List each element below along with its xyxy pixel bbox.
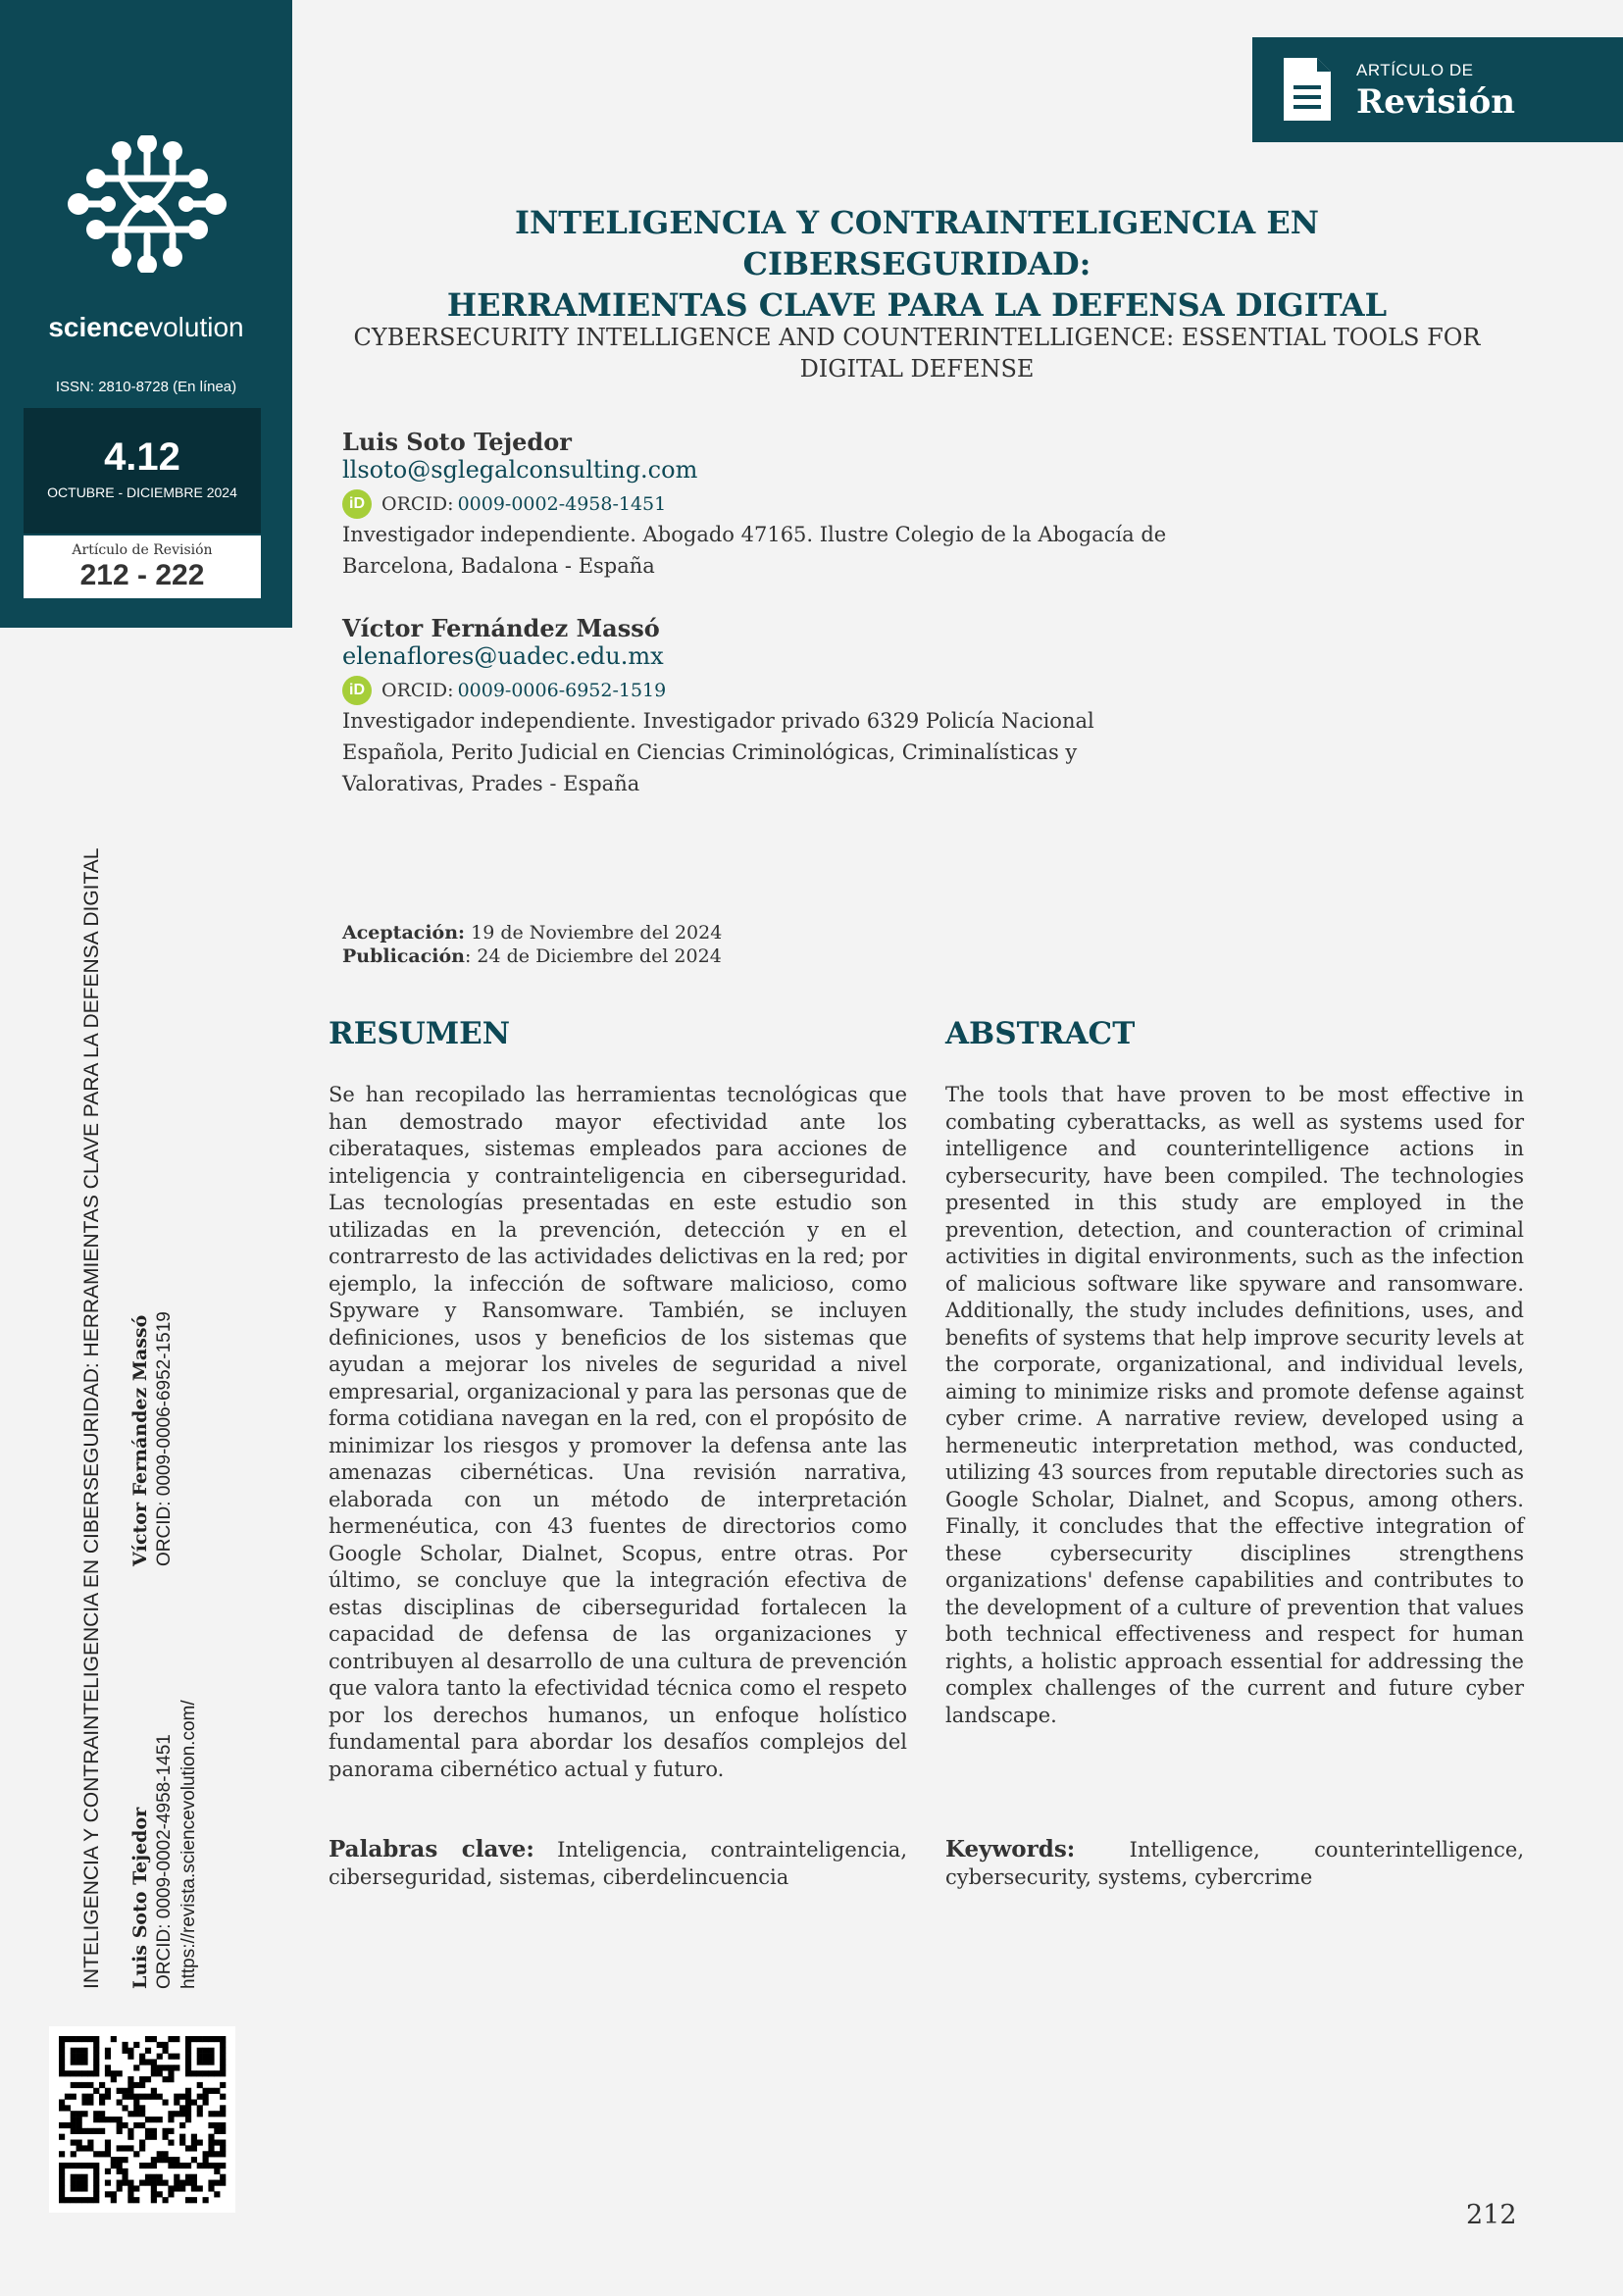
orcid-icon: iD [342,489,372,519]
pages-box [24,536,261,598]
author-email[interactable]: elenaflores@uadec.edu.mx [342,642,664,670]
page-number: 212 [1466,2200,1517,2230]
orcid-line [342,676,1205,705]
orcid-link[interactable]: 0009-0002-4958-1451 [457,493,667,515]
issue-box [24,408,261,534]
title-line-2: HERRAMIENTAS CLAVE PARA LA DEFENSA DIGITAL [446,286,1388,324]
affil-line: Valorativas, Prades - España [342,772,640,795]
orcid-line [342,489,1205,519]
author2-vertical: Víctor Fernández Massó [129,1314,151,1566]
resumen-section [329,1016,907,1889]
affil-line: Investigador independiente. Investigador privado 6329 Policía Nacional [342,709,1094,733]
running-title-vertical: INTELIGENCIA Y CONTRAINTELIGENCIA EN CIBERSEGURIDAD: HERRAMIENTAS CLAVE PARA LA DEFENSA DIGITAL [80,847,103,1989]
brand-rest: volution [149,312,244,342]
author1-vertical: Luis Soto Tejedor [129,1807,151,1989]
keywords-label: Keywords: [945,1836,1076,1862]
author-email[interactable]: llsoto@sglegalconsulting.com [342,456,698,484]
author2-orcid-vertical: ORCID: 0009-0006-6952-1519 [154,1311,175,1566]
palabras-clave [329,1836,907,1891]
publication-value: : 24 de Diciembre del 2024 [464,945,722,967]
orcid-label: ORCID: [381,680,454,701]
orcid-label: ORCID: [381,493,454,515]
subtitle-line-2: DIGITAL DEFENSE [799,355,1035,383]
article-type-label: Artículo de Revisión [72,542,213,558]
orcid-icon: iD [342,676,372,705]
abstract-section [945,1016,1524,1889]
acceptance-value: 19 de Noviembre del 2024 [471,922,723,944]
network-logo-icon [0,135,292,273]
keywords-label: Palabras clave: [329,1836,534,1862]
article-title [338,202,1496,326]
keywords [945,1836,1524,1891]
badge-small-label: ARTÍCULO DE [1356,61,1474,79]
keywords-text: Inteligencia, contrainteligencia, ciberseguridad, sistemas, ciberdelincuencia [329,1838,907,1889]
title-line-1: INTELIGENCIA Y CONTRAINTELIGENCIA EN CIBERSEGURIDAD: [515,204,1319,282]
qr-code [49,2026,235,2213]
orcid-link[interactable]: 0009-0006-6952-1519 [457,680,667,701]
author-name: Víctor Fernández Massó [342,614,660,642]
author1-orcid-vertical: ORCID: 0009-0002-4958-1451 [154,1734,175,1989]
author-block [342,614,1205,799]
author-name: Luis Soto Tejedor [342,428,572,456]
article-subtitle [338,322,1496,384]
author-affiliation [342,519,1205,582]
affil-line: Española, Perito Judicial en Ciencias Criminológicas, Criminalísticas y [342,740,1078,764]
issn: ISSN: 2810-8728 (En línea) [55,379,237,395]
issue-period: OCTUBRE - DICIEMBRE 2024 [47,485,237,500]
article-dates [342,921,722,968]
publication-date [342,944,722,968]
publication-label: Publicación [342,945,465,967]
resumen-text: Se han recopilado las herramientas tecnológicas que han demostrado mayor efectividad ante los ciberataques, sistemas empleados para acciones de inteligencia y contrainteligencia en ciberseguridad. Las tecnologías presentadas en este estudio son utilizadas en la prevención, detección y en el contrarresto de las actividades delictivas en la red; por ejemplo, la infección de software malicioso, como Spyware y Ransomware. También, se incluyen definiciones, usos y beneficios de los sistemas que ayudan a mejorar los niveles de seguridad a nivel empresarial, organizacional y para las personas que de forma cotidiana navegan en la red, con el propósito de minimizar los riesgos y promover la defensa ante las amenazas cibernéticas. Una revisión narrativa, elaborada con un método de interpretación hermenéutica, con 43 fuentes de directorios como Google Scholar, Dialnet, Scopus, entre otras. Por último, se concluye que la integración efectiva de estas disciplinas de ciberseguridad fortalecen la capacidad de defensa de las organizaciones y contribuyen al desarrollo de una cultura de prevención que valora tanto la efectividad técnica como el respeto por los derechos humanos, un enfoque holístico fundamental para abordar los desafíos complejos del panorama cibernético actual y futuro. [329,1083,907,1781]
journal-logo [0,135,292,273]
affil-line: Barcelona, Badalona - España [342,554,655,578]
journal-brand [0,312,292,343]
brand-bold: science [48,312,150,342]
journal-sidebar [0,0,292,628]
affil-line: Investigador independiente. Abogado 47165. Ilustre Colegio de la Abogacía de [342,523,1167,546]
document-icon [1280,54,1335,125]
issue-number: 4.12 [104,435,180,479]
acceptance-date [342,921,722,944]
keywords-text: Intelligence, counterintelligence, cybersecurity, systems, cybercrime [945,1838,1524,1889]
abstract-text: The tools that have proven to be most effective in combating cyberattacks, as well as systems used for intelligence and counterintelligence actions in cybersecurity, have been compiled. The technologies presented in this study are employed in the prevention, detection, and counteraction of criminal activities in digital environments, such as the infection of malicious software like spyware and ransomware. Additionally, the study includes definitions, uses, and benefits of systems that help improve security levels at the corporate, organizational, and individual levels, aiming to minimize risks and promote defense against cyber crime. A narrative review, developed using a hermeneutic interpretation method, was conducted, utilizing 43 sources from reputable directories such as Google Scholar, Dialnet, and Scopus, among others. Finally, it concludes that the effective integration of these cybersecurity disciplines strengthens organizations' defense capabilities and contributes to the development of a culture of prevention that values both technical effectiveness and respect for human rights, a holistic approach essential for addressing the complex challenges of the current and future cyber landscape. [945,1083,1524,1727]
badge-big-label: Revisión [1356,82,1516,122]
subtitle-line-1: CYBERSECURITY INTELLIGENCE AND COUNTERINTELLIGENCE: ESSENTIAL TOOLS FOR [353,324,1481,351]
qr-code-icon [49,2026,235,2213]
resumen-heading: RESUMEN [329,1016,511,1051]
author-affiliation [342,705,1205,799]
url-vertical[interactable]: https://revista.sciencevolution.com/ [178,1700,199,1989]
author-block [342,428,1205,582]
page-range: 212 - 222 [79,559,205,591]
abstract-heading: ABSTRACT [945,1016,1136,1051]
acceptance-label: Aceptación: [342,922,466,944]
article-type-badge [1252,37,1623,142]
